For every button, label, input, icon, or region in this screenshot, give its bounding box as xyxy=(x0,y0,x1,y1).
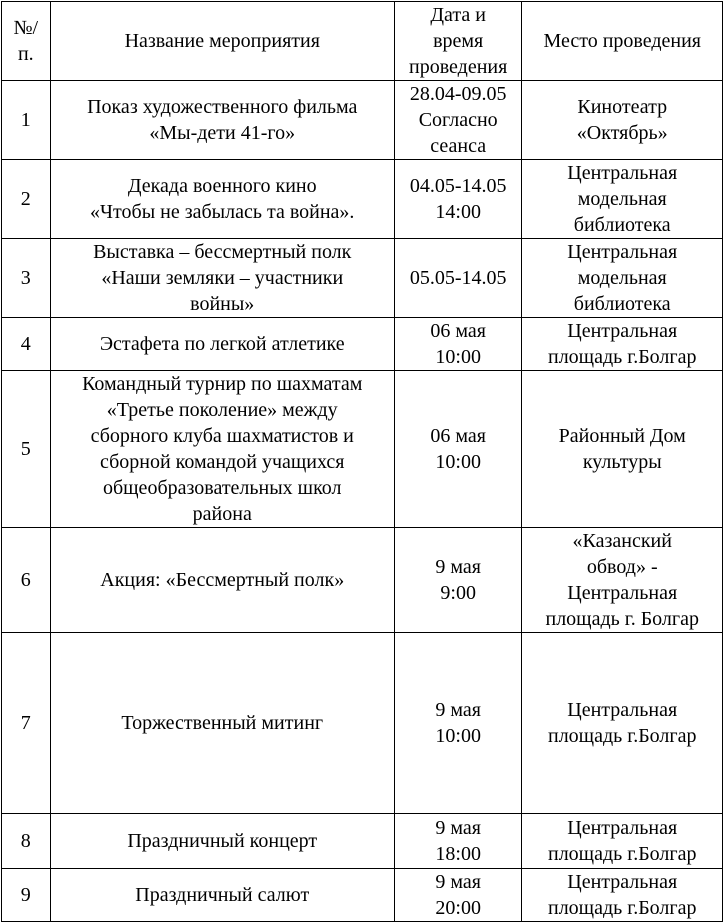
events-table xyxy=(1,1,723,922)
row-place: Центральная площадь г.Болгар xyxy=(522,814,723,869)
row-name: Выставка – бессмертный полк «Наши земляки – участники войны» xyxy=(50,239,394,318)
table-row xyxy=(2,318,723,371)
row-num: 5 xyxy=(2,371,51,528)
table-row xyxy=(2,81,723,160)
row-date: 04.05-14.05 14:00 xyxy=(394,160,522,239)
row-date: 06 мая 10:00 xyxy=(394,371,522,528)
row-date: 06 мая 10:00 xyxy=(394,318,522,371)
table-row xyxy=(2,528,723,633)
row-place: «Казанский обвод» - Центральная площадь г. Болгар xyxy=(522,528,723,633)
header-date: Дата и время проведения xyxy=(394,2,522,81)
row-name: Праздничный концерт xyxy=(50,814,394,869)
row-num: 3 xyxy=(2,239,51,318)
header-name: Название мероприятия xyxy=(50,2,394,81)
table-row xyxy=(2,814,723,869)
row-name: Торжественный митинг xyxy=(50,633,394,814)
table-row xyxy=(2,869,723,922)
row-num: 4 xyxy=(2,318,51,371)
row-date: 9 мая 18:00 xyxy=(394,814,522,869)
table-row xyxy=(2,160,723,239)
row-date: 05.05-14.05 xyxy=(394,239,522,318)
row-place: Центральная площадь г.Болгар xyxy=(522,633,723,814)
row-date: 9 мая 9:00 xyxy=(394,528,522,633)
row-name: Праздничный салют xyxy=(50,869,394,922)
table-row xyxy=(2,371,723,528)
row-num: 2 xyxy=(2,160,51,239)
row-num: 8 xyxy=(2,814,51,869)
row-name: Акция: «Бессмертный полк» xyxy=(50,528,394,633)
row-place: Центральная модельная библиотека xyxy=(522,239,723,318)
row-name: Командный турнир по шахматам «Третье поколение» между сборного клуба шахматистов и сборной командой учащихся общеобразовательных школ района xyxy=(50,371,394,528)
table-row xyxy=(2,633,723,814)
row-num: 9 xyxy=(2,869,51,922)
row-name: Показ художественного фильма «Мы-дети 41-го» xyxy=(50,81,394,160)
row-num: 7 xyxy=(2,633,51,814)
row-name: Эстафета по легкой атлетике xyxy=(50,318,394,371)
header-place: Место проведения xyxy=(522,2,723,81)
row-place: Кинотеатр «Октябрь» xyxy=(522,81,723,160)
row-date: 9 мая 10:00 xyxy=(394,633,522,814)
row-place: Районный Дом культуры xyxy=(522,371,723,528)
row-num: 1 xyxy=(2,81,51,160)
row-date: 9 мая 20:00 xyxy=(394,869,522,922)
table-header-row xyxy=(2,2,723,81)
row-date: 28.04-09.05 Согласно сеанса xyxy=(394,81,522,160)
table-row xyxy=(2,239,723,318)
row-place: Центральная модельная библиотека xyxy=(522,160,723,239)
row-place: Центральная площадь г.Болгар xyxy=(522,318,723,371)
row-place: Центральная площадь г.Болгар xyxy=(522,869,723,922)
row-name: Декада военного кино «Чтобы не забылась та война». xyxy=(50,160,394,239)
row-num: 6 xyxy=(2,528,51,633)
header-num: №/ п. xyxy=(2,2,51,81)
